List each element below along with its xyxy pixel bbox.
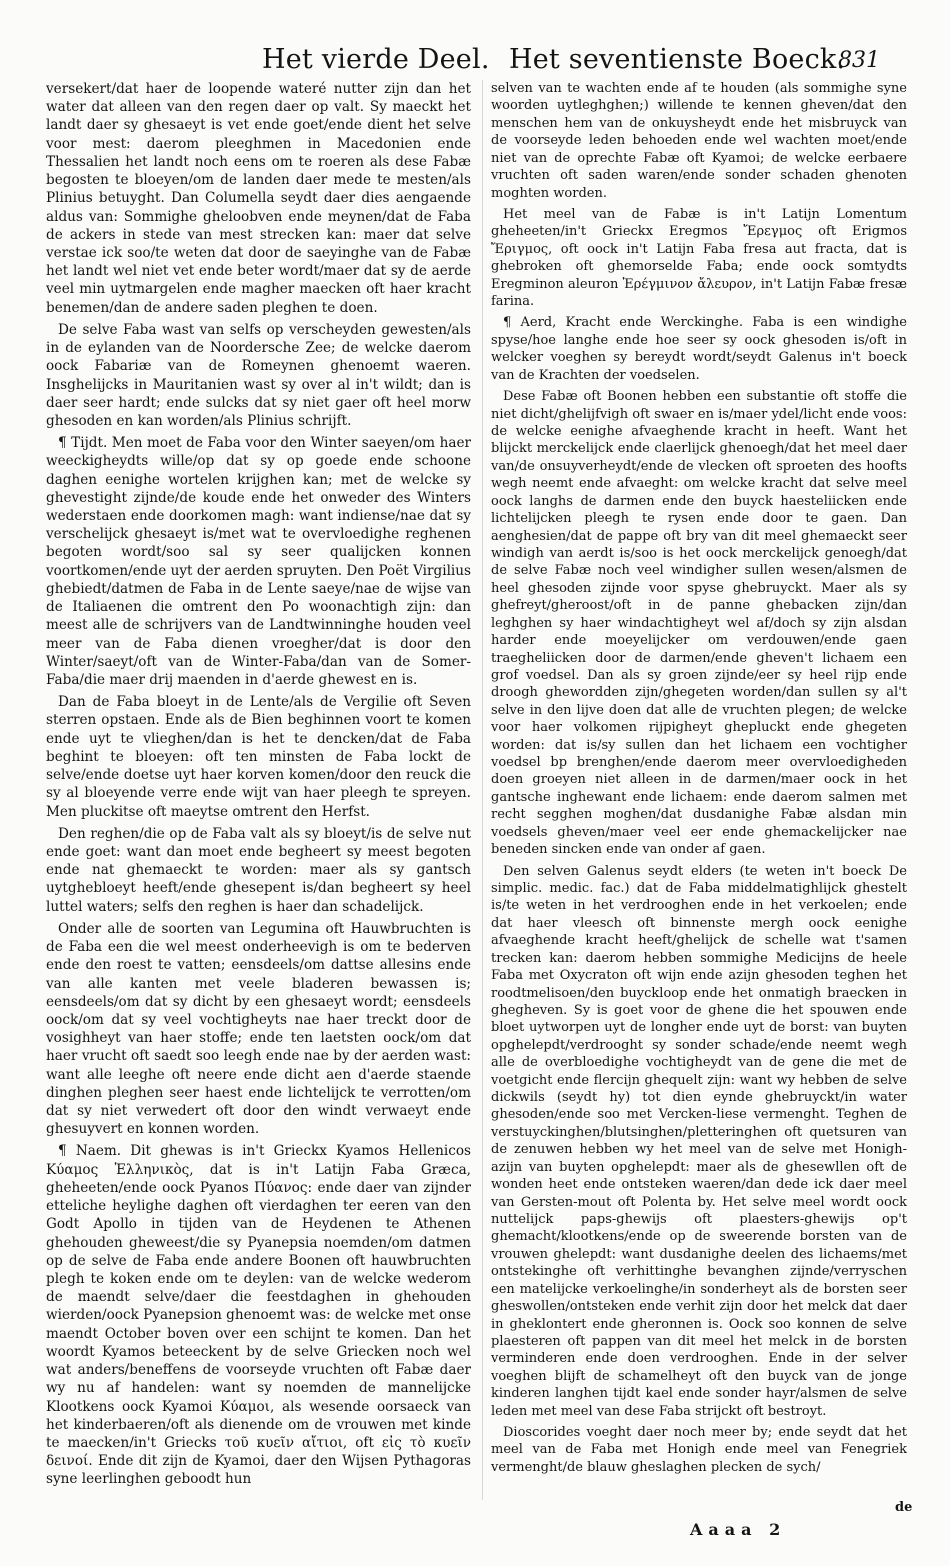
- paragraph: selven van te wachten ende af te houden (als sommighe syne woorden uytleghghen;) willende te kennen gheven/dat den menschen hem van de onkuysheydt ende het misbruyck van de voorseyde leden behoeden ende wel wachten moet/ende niet van de oprechte Fabæ oft Kyamoi; de welcke eerbaere vruchten oft saden waren/ende sonder schaden ghenoten moghten worden.: [491, 81, 907, 201]
- paragraph: ¶ Naem. Dit ghewas is in't Grieckx Kyamos Hellenicos Κύαμος Ἑλληνικὸς, dat is in't Latijn Faba Græca, gheheeten/ende oock Pyanos Πύανος: ende daer van zijnder etteliche heylighe daghen oft vierdaghen ter eeren van den Godt Apollo in tijden van de Heydenen te Athenen ghehouden gheweest/die sy Pyanepsia noemden/om datmen op de selve de Faba ende andere Boonen oft hauwbruchten plegh te koken ende om te deylen: van de welcke wederom de maendt selve/daer die feestdaghen in ghehouden wierden/oock Pyanepsion ghenoemt was: de welcke met onse maendt October boven over een schijnt te komen. Dan het woordt Kyamos beteeckent by de selve Griecken noch wel wat anders/beneffens de voorseyde vruchten oft Fabæ daer wy nu af handelen: want sy noemden de mannelijcke Klootkens oock Kyamoi Κύαμοι, als wesende oorsaeck van het kinderbaeren/oft als dienende om de vrouwen met kinde te maecken/in't Griecks τοῦ κυεῖν αἴτιοι, oft εἰς τὸ κυεῖν δεινοί. Ende dit zijn de Kyamoi, daer den Wijsen Pythagoras syne leerlinghen geboodt hun: [46, 1143, 471, 1488]
- paragraph: ¶ Tijdt. Men moet de Faba voor den Winter saeyen/om haer weeckigheydts wille/op dat sy op goede ende schoone daghen eenighe wortelen krijghen kan; met de welcke sy ghevestight zijnde/de koude ende het onweder des Winters wederstaen ende doorkomen magh: want indiense/nae dat sy verschelijck ghesaeyt is/met wat te overvloedighe reghenen begoten wordt/soo sal sy seer qualijcken konnen voortkomen/ende uyt der aerden spruyten. Den Poët Virgilius ghebiedt/datmen de Faba in de Lente saeye/nae de wijse van de Italiaenen die omtrent den Po woonachtigh zijn: dan meest alle de schrijvers van de Landtwinninghe houden veel meer van de Faba dienen vroegher/dat is door den Winter/saeyt/oft van de Winter-Faba/dan van de Somer-Faba/die maer drij maenden in d'aerde ghewest en is.: [46, 435, 471, 688]
- paragraph: De selve Faba wast van selfs op verscheyden gewesten/als in de eylanden van de Noordersche Zee; de welcke daerom oock Fabariæ van de Romeynen ghenoemt waeren. Insghelijcks in Mauritanien wast sy over al in't wildt; dan is daer seer hardt; ende sulcks dat sy niet gaer oft heel morw ghesoden en kan worden/als Plinius schrijft.: [46, 321, 471, 429]
- paragraph: Dese Fabæ oft Boonen hebben een substantie oft stoffe die niet dicht/ghelijfvigh oft swaer en is/maer ydel/licht ende voos: de welcke eenighe afvaeghende kracht in heeft. Want het blijckt merckelijck ende claerlijck ghenoegh/dat het meel daer van/de onsuyverheydt/ende de vlecken oft sproeten des hoofts wegh neemt ende afvaeght: om welcke kracht dat selve meel oock langhs de darmen ende den buyck haesteliicken ende lichtelijcken pleegh te rysen ende door te gaen. Dan aenghesien/dat de pappe oft bry van dit meel ghemaeckt seer windigh van aerdt is/soo is het oock merckelijck genoegh/dat de selve Fabæ noch veel windigher sullen wesen/alsmen de heel ghesoden zijnde voor spyse ghebruyckt. Maer als sy ghefreyt/gheroost/oft in de panne ghebacken zijn/dan leghghen sy haer windachtigheyt wel af/doch sy zijn alsdan harder ende moeyelijcker om verdouwen/ende gaen traegheliicken door de darmen/ende gheven't lichaem een grof voedsel. Dan als sy groen zijnde/eer sy heel rijp ende droogh ghewordden zijn/ghegeten worden/dan sullen sy al't selve in den lijve doen dat alle de vruchten plegen; de welcke voor haer volkomen rijpigheyt ghepluckt ende ghegeten worden: dat is/sy sullen dan het lichaem een vochtigher voedsel bp brenghen/ende daerom meer overvloedigheden doen groeyen niet alleen in de darmen/maer oock in het gantsche inghewant ende lichaem: ende daerom salmen met recht segghen moghen/dat dusdanighe Fabæ alsdan min voedsels gheven/maer veel eer ende ghemackelijcker nae beneden sincken ende van onder af gaen.: [491, 389, 907, 858]
- paragraph: Het meel van de Fabæ is in't Latijn Lomentum gheheeten/in't Grieckx Eregmos Ἔρεγμος oft Erigmos Ἔριγμος, oft oock in't Latijn Faba fresa aut fracta, dat is ghebroken oft ghemorselde Faba; ende oock somtydts Eregminon aleuron Ἐρέγμινον ἄλευρον, in't Latijn Fabæ fresæ farina.: [491, 206, 907, 310]
- running-title-part: Het vierde Deel.: [262, 44, 490, 75]
- paragraph: Den selven Galenus seydt elders (te weten in't boeck De simplic. medic. fac.) dat de Faba middelmatighlijck ghestelt is/te weten in het verdrooghen ende in het verkoelen; ende dat haer vleesch oft binnenste mergh oock eenighe afvaeghende kracht heeft/ghelijck de schelle wat t'samen trecken kan: daerom hebben sommighe Medicijns de heele Faba met Oxycraton oft wijn ende azijn ghesoden teghen het roodtmelisoen/den buyckloop ende het onmatigh braecken in ghegheven. Sy is goet voor de ghene die het spouwen ende bloet uytworpen uyt de longher ende uyt de borst: van buyten opghelepdt/verdrooght sy sonder schade/ende neemt wegh alle de overbloedighe vochtigheydt van de gene die met de voetgicht ende flercijn ghequelt zijn: want wy hebben de selve dickwils (seydt hy) tot dien eynde ghebruyckt/in water ghesoden/ende soo met Vercken-liese vermenght. Teghen de verstuyckinghen/blutsinghen/pletteringhen oft quetsuren van de zenuwen hebben wy het meel van de selve met Honigh-azijn van buyten opghelepdt: maer als de ghesewllen oft de wonden heet ende ontsteken waeren/dan dede ick daer meel van Gersten-mout oft Polenta by. Het selve meel wordt oock nuttelijck paps-ghewijs oft plaesters-ghewijs op't ghemacht/klootkens/ende op de sweerende borsten van de vrouwen ghelepdt: want dusdanighe deelen des lichaems/met ontstekinghe oft verhittinghe bevanghen zijnde/verryschen een matelijcke verkoelinghe/in sonderheyt als de borsten seer gheswollen/ontsteken ende verhit zijn door het melck dat daer in gheklontert ende gheronnen is. Oock soo konnen de selve plaesteren oft pappen van dit meel het melck in de borsten verminderen ende doen verdrooghen. Ende in der selver voeghen blijft de schamelheyt oft den buyck van de jonge kinderen langhen tijdt kael ende sonder hayr/alsmen de selve leden met meel van dese Faba strijckt oft bestroyt.: [491, 863, 907, 1419]
- paragraph: Onder alle de soorten van Legumina oft Hauwbruchten is de Faba een die wel meest onderheevigh is om te bederven ende den roest te vatten; eensdeels/om dattse allesins ende van alle kanten met veele bladeren bewassen is; eensdeels/om dat sy dicht by een ghesaeyt wordt; eensdeels oock/om dat sy veel vochtigheyts nae haer treckt door de vosighheyt van haer stoffe; ende ten laetsten oock/om dat haer vrucht oft saedt soo leegh ende nae by der aerden wast: want alle leeghe oft neere ende dicht aen d'aerde staende dinghen pleghen seer haest ende lichtelijck te verrotten/om dat sy niet verwedert oft door den windt verwaeyt ende ghesuyvert en konnen worden.: [46, 920, 471, 1138]
- catchword: de: [895, 1500, 913, 1515]
- paragraph: Dan de Faba bloeyt in de Lente/als de Vergilie oft Seven sterren opstaen. Ende als de Bien beghinnen voort te komen ende uyt te vlieghen/dan is het te dencken/dat de Faba beghint te bloeyen: oft ten minsten de Faba lockt de selve/ende doetse uyt haer korven komen/door den reuck die sy al bloeyende verre ende wijt van haer pleegh te spreyen. Men pluckitse oft maeytse omtrent den Herfst.: [46, 694, 471, 820]
- right-column: [491, 80, 907, 1480]
- page-number: 831: [838, 48, 880, 73]
- signature-mark: Aaaa 2: [690, 1520, 787, 1539]
- paragraph: Den reghen/die op de Faba valt als sy bloeyt/is de selve nut ende goet: want dan moet ende begheert sy meest begoten ende nat ghemaeckt te worden: maer als sy gantsch uytghebloeyt heeft/ende ghesepent is/dan begheert sy heel luttel waters; selfs den reghen is haer dan schadelijck.: [46, 825, 471, 915]
- running-header: [0, 44, 950, 78]
- paragraph: versekert/dat haer de loopende wateré nutter zijn dan het water dat alleen van den regen daer op valt. Sy maeckt het landt daer sy ghesaeyt is vet ende goet/ende dient het selve voor mest: daerom pleeghmen in Macedonien ende Thessalien het landt noch eens om te roeren als dese Fabæ begosten te bloeyen/om de landen daer mede te mesten/als Plinius betuyght. Dan Columella seydt daer dies aengaende aldus van: Sommighe gheloobven ende meynen/dat de Faba de ackers in stede van mest strecken kan: maer dat selve verstae ick soo/te weten dat door de saeyinghe van de Fabæ het landt wel niet vet ende beter wordt/maer dat sy de aerde veel min uytmargelen ende magher maecken oft haer kracht benemen/dan de andere saden pleghen te doen.: [46, 81, 471, 316]
- left-column: [46, 80, 471, 1493]
- running-title-book: Het seventienste Boeck.: [509, 44, 846, 75]
- paragraph: Dioscorides voeght daer noch meer by; ende seydt dat het meel van de Faba met Honigh ende meel van Fenegriek vermenght/de blauw gheslaghen plecken de sych/: [491, 1425, 907, 1475]
- paragraph: ¶ Aerd, Kracht ende Werckinghe. Faba is een windighe spyse/hoe langhe ende hoe seer sy oock ghesoden is/oft in welcker voeghen sy bereydt wordt/seydt Galenus in't boeck van de Krachten der voedselen.: [491, 315, 907, 383]
- column-divider: [482, 80, 483, 1500]
